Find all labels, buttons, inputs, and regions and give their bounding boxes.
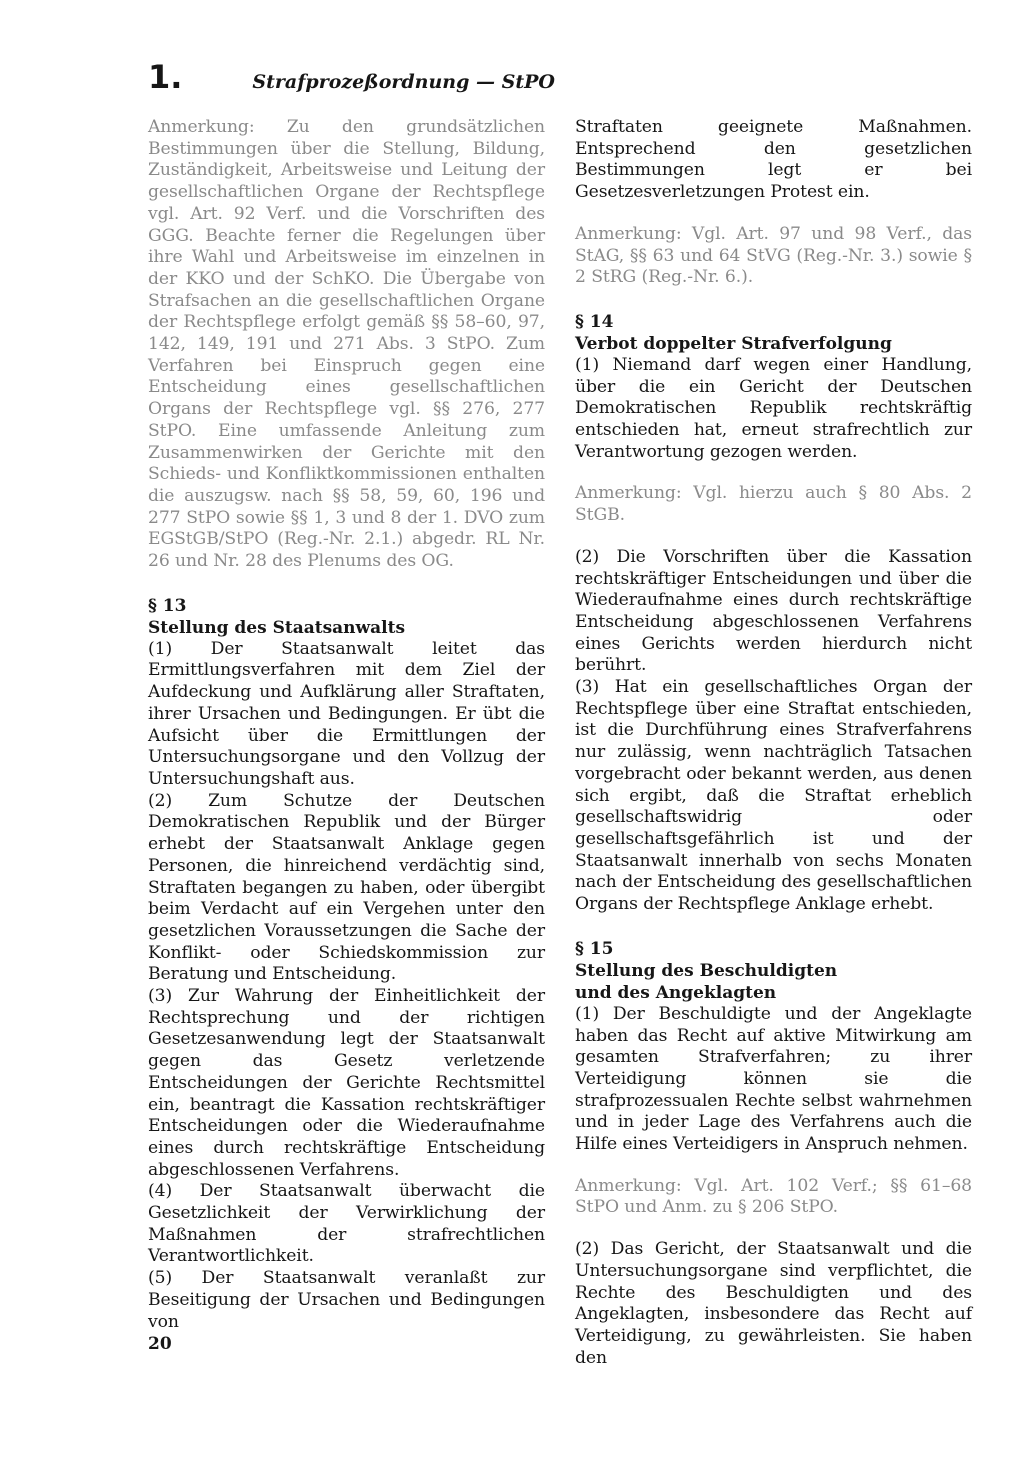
- section-13-paragraph-3: (3) Zur Wahrung der Einheitlichkeit der Rechtsprechung und der richtigen Gesetzesanwendung legt der Staatsanwalt gegen das Gesetz verletzende Entscheidungen der Gerichte Rechtsmittel ein, beantragt die Kassation rechtskräftiger Entscheidungen oder die Wiederaufnahme eines durch rechtskräftige Entscheidung abgeschlossenen Verfahrens.: [148, 986, 545, 1180]
- section-13-number: § 13: [148, 595, 187, 616]
- section-15-paragraph-2: (2) Das Gericht, der Staatsanwalt und die Untersuchungsorgane sind verpflichtet, die Rechte des Beschuldigten und des Angeklagten, insbesondere das Recht auf Verteidigung, zu gewährleisten. Sie haben den: [575, 1239, 972, 1368]
- section-13: [148, 595, 545, 1334]
- section-15-number: § 15: [575, 938, 614, 959]
- note-section-13: Anmerkung: Vgl. Art. 97 und 98 Verf., das StAG, §§ 63 und 64 StVG (Reg.-Nr. 3.) sowie § 2 StRG (Reg.-Nr. 6.).: [575, 223, 972, 288]
- section-15-title-line-1: Stellung des Beschuldigten: [575, 960, 838, 981]
- section-13-paragraph-2: (2) Zum Schutze der Deutschen Demokratischen Republik und der Bürger erhebt der Staatsanwalt Anklage gegen Personen, die hinreichend verdächtig sind, Straftaten begangen zu haben, oder übergibt beim Verdacht auf ein Vergehen unter den gesetzlichen Voraussetzungen die Sache der Konflikt- oder Schiedskommission zur Beratung und Entscheidung.: [148, 790, 545, 985]
- section-15: [575, 938, 972, 1370]
- section-13-title: Stellung des Staatsanwalts: [148, 617, 406, 638]
- chapter-number: 1.: [148, 58, 183, 96]
- note-intro: Anmerkung: Zu den grundsätzlichen Bestimmungen über die Stellung, Bildung, Zuständigkeit, Arbeitsweise und Leitung der gesellschaftlichen Organe der Rechtspflege vgl. Art. 92 Verf. und die Vorschriften des GGG. Beachte ferner die Regelungen über ihre Wahl und Arbeitsweise im einzelnen in der KKO und der SchKO. Die Übergabe von Strafsachen an die gesellschaftlichen Organe der Rechtspflege erfolgt gemäß §§ 58–60, 97, 142, 149, 191 und 271 Abs. 3 StPO. Zum Verfahren bei Einspruch gegen eine Entscheidung eines gesellschaftlichen Organs der Rechtspflege vgl. §§ 276, 277 StPO. Eine umfassende Anleitung zum Zusammenwirken der Gerichte mit den Schieds- und Konfliktkommissionen enthalten die auszugsw. nach §§ 58, 59, 60, 196 und 277 StPO sowie §§ 1, 3 und 8 der 1. DVO zum EGStGB/StPO (Reg.-Nr. 2.1.) abgedr. RL Nr. 26 und Nr. 28 des Plenums des OG.: [148, 117, 545, 572]
- section-14-paragraph-3: (3) Hat ein gesellschaftliches Organ der Rechtspflege über eine Straftat entschieden, ist die Durchführung eines Strafverfahrens nur zulässig, wenn nachträglich Tatsachen vorgebracht oder bekannt werden, aus denen sich ergibt, daß die Straftat erheblich gesellschaftswidrig oder gesellschaftsgefährlich ist und der Staatsanwalt innerhalb von sechs Monaten nach der Entscheidung des gesellschaftlichen Organs der Rechtspflege Anklage erhebt.: [575, 677, 972, 915]
- left-column: [148, 117, 545, 1333]
- section-14-number: § 14: [575, 311, 614, 332]
- running-header: [148, 58, 555, 96]
- chapter-title: Strafprozeßordnung — StPO: [252, 71, 555, 93]
- page-number: 20: [148, 1334, 172, 1354]
- section-15-title-line-2: und des Angeklagten: [575, 982, 777, 1003]
- section-13-continuation: Straftaten geeignete Maßnahmen. Entsprechend den gesetzlichen Bestimmungen legt er bei Gesetzesverletzungen Protest ein.: [575, 117, 972, 203]
- section-13-paragraph-5: (5) Der Staatsanwalt veranlaßt zur Beseitigung der Ursachen und Bedingungen von: [148, 1268, 545, 1332]
- section-13-paragraph-1: (1) Der Staatsanwalt leitet das Ermittlungsverfahren mit dem Ziel der Aufdeckung und Aufklärung aller Straftaten, ihrer Ursachen und Bedingungen. Er übt die Aufsicht über die Ermittlungen der Untersuchungsorgane und den Vollzug der Untersuchungshaft aus.: [148, 638, 545, 789]
- right-column: [575, 117, 972, 1369]
- section-14: [575, 311, 972, 916]
- section-13-paragraph-4: (4) Der Staatsanwalt überwacht die Gesetzlichkeit der Verwirklichung der Maßnahmen der strafrechtlichen Verantwortlichkeit.: [148, 1181, 545, 1267]
- note-section-15: Anmerkung: Vgl. Art. 102 Verf.; §§ 61–68 StPO und Anm. zu § 206 StPO.: [575, 1175, 972, 1218]
- note-section-14: Anmerkung: Vgl. hierzu auch § 80 Abs. 2 StGB.: [575, 483, 972, 526]
- section-14-paragraph-2: (2) Die Vorschriften über die Kassation rechtskräftiger Entscheidungen und über die Wiederaufnahme eines durch rechtskräftige Entscheidung abgeschlossenen Verfahrens eines Gerichts werden hierdurch nicht berührt.: [575, 546, 972, 676]
- section-15-paragraph-1: (1) Der Beschuldigte und der Angeklagte haben das Recht auf aktive Mitwirkung am gesamten Strafverfahren; zu ihrer Verteidigung können sie die strafprozessualen Rechte selbst wahrnehmen und in jeder Lage des Verfahrens auch die Hilfe eines Verteidigers in Anspruch nehmen.: [575, 1003, 972, 1155]
- section-14-paragraph-1: (1) Niemand darf wegen einer Handlung, über die ein Gericht der Deutschen Demokratischen Republik rechtskräftig entschieden hat, erneut strafrechtlich zur Verantwortung gezogen werden.: [575, 354, 972, 462]
- section-14-title: Verbot doppelter Strafverfolgung: [575, 333, 892, 354]
